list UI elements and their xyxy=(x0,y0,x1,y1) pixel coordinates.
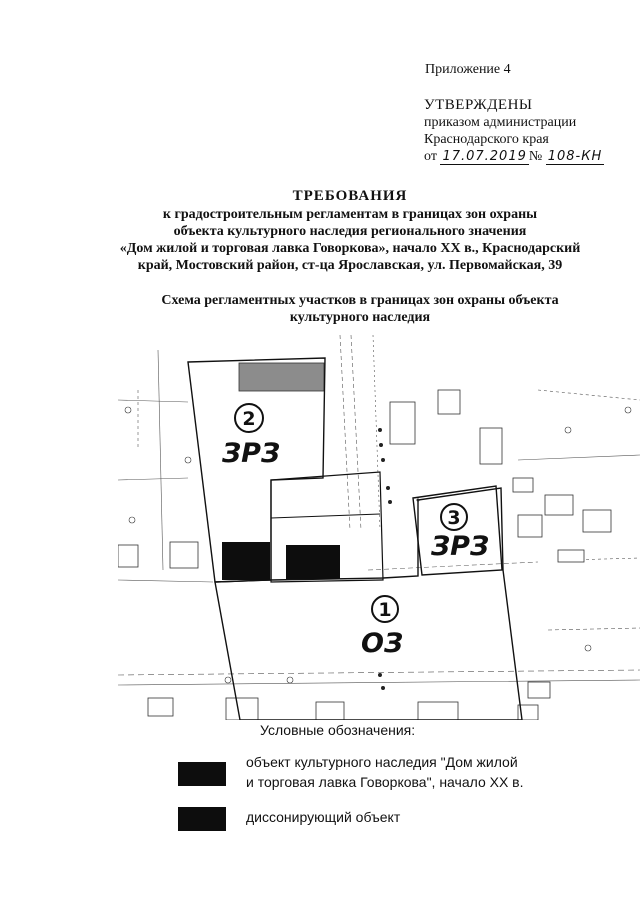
approval-date-line xyxy=(424,148,604,165)
neighbour-buildings xyxy=(118,390,611,720)
title-line-4: «Дом жилой и торговая лавка Говоркова», начало XX в., Краснодарский xyxy=(119,241,581,256)
heritage-object-on-map xyxy=(222,542,270,580)
zone-3-code: ЗРЗ xyxy=(431,531,490,562)
annex-label: Приложение 4 xyxy=(425,62,511,77)
number-prefix: № xyxy=(528,149,543,164)
date-prefix: от xyxy=(424,149,437,164)
title-line-5: край, Мостовский район, ст-ца Ярославская, ул. Первомайская, 39 xyxy=(137,258,563,273)
approval-block xyxy=(424,97,604,165)
number-value: 108-КН xyxy=(547,149,603,164)
grey-building xyxy=(239,363,324,391)
scheme-title-line-2: культурного наследия xyxy=(289,310,431,325)
legend-title: Условные обозначения: xyxy=(260,722,416,738)
legend-heritage-line-1: объект культурного наследия "Дом жилой xyxy=(246,754,518,770)
title-line-3: объекта культурного наследия регионального значения xyxy=(173,224,527,239)
zone-1-boundary xyxy=(215,488,522,720)
dissonant-object-on-map xyxy=(286,545,340,579)
title-line-1: ТРЕБОВАНИЯ xyxy=(292,188,408,204)
approved-line-1: приказом администрации xyxy=(424,115,577,130)
legend-swatch-heritage xyxy=(178,762,226,786)
approved-heading: УТВЕРЖДЕНЫ xyxy=(424,97,533,113)
zone-2-number: 2 xyxy=(242,408,256,430)
zone-1-code: ОЗ xyxy=(361,628,404,659)
zone-3-number: 3 xyxy=(447,507,461,529)
legend-swatch-dissonant xyxy=(178,807,226,831)
legend-heritage-line-2: и торговая лавка Говоркова", начало XX в. xyxy=(246,774,524,790)
zone-2-code: ЗРЗ xyxy=(222,438,281,469)
scheme-title xyxy=(100,292,620,326)
scheme-title-line-1: Схема регламентных участков в границах зон охраны объекта xyxy=(161,293,559,308)
legend-dissonant-text: диссонирующий объект xyxy=(246,809,401,825)
zone-1-number: 1 xyxy=(378,599,392,621)
document-title xyxy=(90,188,610,274)
title-line-2: к градостроительным регламентам в границах зон охраны xyxy=(162,207,538,222)
date-value: 17.07.2019 xyxy=(442,149,527,164)
approved-line-2: Краснодарского края xyxy=(424,132,549,147)
legend-heritage-text xyxy=(246,752,546,792)
zones-map xyxy=(118,330,640,720)
